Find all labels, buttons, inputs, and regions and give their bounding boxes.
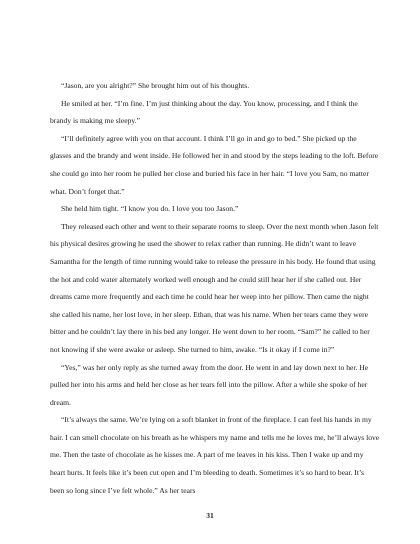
paragraph: “It’s always the same. We’re lying on a soft blanket in front of the fireplace. I can feel his hands in my hair. I can smell chocolate on his breath as he whispers my name and tells me he loves me, he’ll always love me. Then the taste of chocolate as he kisses me. A part of me leaves in his kiss. Then I wake up and my heart hurts. It feels like it’s been cut open and I’m bleeding to death. Sometimes it’s so hard to bear. It’s been so long since I’ve felt whole.” As her tears: [50, 415, 380, 495]
paragraph: He smiled at her. “I’m fine. I’m just thinking about the day. You know, processing, and I think the brandy is making me sleepy.”: [50, 98, 358, 126]
paragraph: She held him tight. “I know you do. I love you too Jason.”: [61, 204, 239, 214]
body-text: [50, 77, 380, 499]
paragraph: They released each other and went to their separate rooms to sleep. Over the next month when Jason felt his physical desires growing he used the shower to relax rather than running. He didn’t want to leave Samantha for the length of time running would take to release the pressure in his body. He found that using the hot and cold water alternately worked well enough and he could still hear her if she called out. Her dreams came more frequently and each time he could hear her weep into her pillow. Then came the night she called his name, her lost love, in her sleep. Ethan, that was his name. When her tears came they were bitter and he couldn’t lay there in his bed any longer. He went down to her room. “Sam?” he called to her not knowing if she were awake or asleep. She turned to him, awake. “Is it okay if I come in?”: [50, 221, 379, 354]
page-number: 31: [206, 511, 214, 520]
paragraph: “Yes,” was her only reply as she turned away from the door. He went in and lay down next to her. He pulled her into his arms and held her close as her tears fell into the pillow. After a while she spoke of her dream.: [50, 362, 369, 407]
paragraph: “Jason, are you alright?” She brought him out of his thoughts.: [61, 81, 250, 90]
paragraph: “I’ll definitely agree with you on that account. I think I’ll go in and go to bed.” She picked up the glasses and the brandy and went inside. He followed her in and stood by the steps leading to the loft. Before she could go into her room he pulled her close and buried his face in her hair. “I love you Sam, no matter what. Don’t forget that.”: [50, 133, 379, 196]
